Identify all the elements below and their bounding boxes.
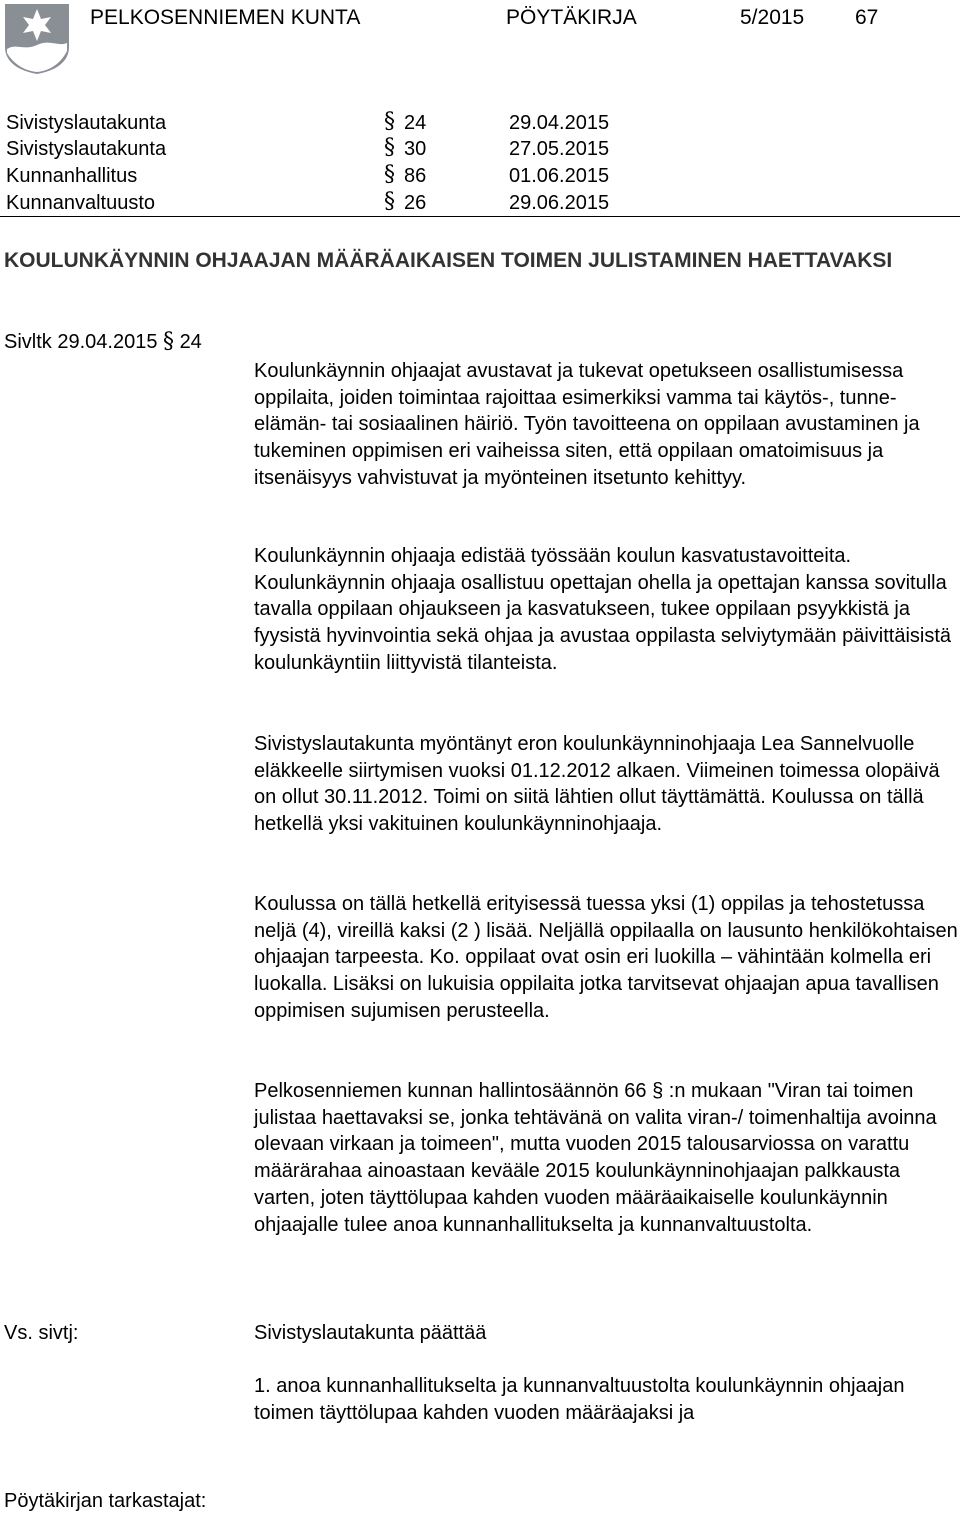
history-section: 30 bbox=[404, 138, 427, 160]
reference-section: 24 bbox=[179, 331, 202, 353]
history-section: 26 bbox=[404, 192, 427, 214]
history-date: 29.06.2015 bbox=[509, 192, 610, 214]
paragraph-4: Koulussa on tällä hetkellä erityisessä tuessa yksi (1) oppilas ja tehostetussa neljä (4), vireillä kaksi (2 ) lisää. Neljällä oppilaalla on lausunto henkilökohtaisen ohjaajan tarpeesta. Ko. oppilaat ovat osin eri luokilla – vähintään kolmella eri luokalla. Lisäksi on lukuisia oppilaita jotka tarvitsevat ohjaajan apua tavallisen oppimisen sujumisen perusteella. bbox=[254, 893, 958, 1022]
history-date: 29.04.2015 bbox=[509, 112, 610, 134]
history-date: 27.05.2015 bbox=[509, 138, 610, 160]
section-symbol: § bbox=[384, 109, 395, 134]
paragraph-3: Sivistyslautakunta myöntänyt eron koulunkäynninohjaaja Lea Sannelvuolle eläkkeelle siirtymisen vuoksi 01.12.2012 alkaen. Viimeinen toimessa olopäivä on ollut 30.11.2012. Toimi on siitä lähtien ollut täyttämättä. Koulussa on tällä hetkellä yksi vakituinen koulunkäynninohjaaja. bbox=[254, 733, 940, 836]
paragraph-1: Koulunkäynnin ohjaajat avustavat ja tukevat opetukseen osallistumisessa oppilaita, joiden toimintaa rajoittaa esimerkiksi vamma tai käytös-, tunne-elämän- tai sosiaalinen häiriö. Työn tavoitteena on oppilaan avustaminen ja tukeminen oppimisen eri vaiheissa siten, että oppilaan omatoimisuus ja itsenäisyys vahvistuvat ja myönteinen itsetunto kehittyy. bbox=[254, 360, 920, 489]
section-symbol: § bbox=[384, 189, 395, 214]
municipality-name: PELKOSENNIEMEN KUNTA bbox=[90, 6, 361, 29]
history-body: Sivistyslautakunta bbox=[6, 112, 167, 134]
page-number: 67 bbox=[855, 6, 879, 29]
municipal-crest-icon bbox=[4, 3, 70, 75]
section-symbol: § bbox=[163, 329, 174, 354]
history-body: Kunnanhallitus bbox=[6, 165, 138, 187]
reference-line bbox=[4, 329, 202, 355]
minutes-reviewers-label: Pöytäkirjan tarkastajat: bbox=[4, 1490, 207, 1512]
header-divider bbox=[0, 216, 960, 217]
history-section: 24 bbox=[404, 112, 427, 134]
section-symbol: § bbox=[384, 162, 395, 187]
paragraph-2: Koulunkäynnin ohjaaja edistää työssään koulun kasvatustavoitteita. Koulunkäynnin ohjaaja osallistuu opettajan ohella ja opettajan kanssa sovitulla tavalla oppilaan ohjaukseen ja kasvatukseen, tukee oppilaan psyykkistä ja fyysistä hyvinvointia sekä ohjaa ja avustaa oppilasta selviytymään päivittäisistä koulunkäyntiin liittyvistä tilanteista. bbox=[254, 545, 952, 674]
history-row bbox=[6, 136, 706, 162]
document-type: PÖYTÄKIRJA bbox=[506, 6, 637, 29]
history-row bbox=[6, 110, 706, 136]
section-symbol: § bbox=[384, 135, 395, 160]
history-body: Sivistyslautakunta bbox=[6, 138, 167, 160]
proposal-item-1: 1. anoa kunnanhallitukselta ja kunnanvaltuustolta koulunkäynnin ohjaajan toimen täyttölupaa kahden vuoden määräajaksi ja bbox=[254, 1375, 905, 1424]
history-body: Kunnanvaltuusto bbox=[6, 192, 156, 214]
history-row bbox=[6, 163, 706, 189]
history-date: 01.06.2015 bbox=[509, 165, 610, 187]
page-title: KOULUNKÄYNNIN OHJAAJAN MÄÄRÄAIKAISEN TOIMEN JULISTAMINEN HAETTAVAKSI bbox=[4, 249, 893, 272]
proposal-lead: Sivistyslautakunta päättää bbox=[254, 1322, 487, 1344]
issue-number: 5/2015 bbox=[740, 6, 805, 29]
paragraph-5: Pelkosenniemen kunnan hallintosäännön 66 § :n mukaan "Viran tai toimen julistaa haettavaksi se, jonka tehtävänä on valita viran-/ toimenhaltija avoinna olevaan virkaan ja toimeen", mutta vuoden 2015 talousarviossa on varattu määrärahaa ainoastaan kevääle 2015 koulunkäynninohjaajan palkkausta varten, joten täyttölupaa kahden vuoden määräaikaiselle koulunkäynnin ohjaajalle tulee anoa kunnanhallitukselta ja kunnanvaltuustolta. bbox=[254, 1080, 937, 1236]
proposal-label: Vs. sivtj: bbox=[4, 1322, 79, 1344]
reference-text: Sivltk 29.04.2015 bbox=[4, 331, 158, 353]
history-row bbox=[6, 190, 706, 216]
history-section: 86 bbox=[404, 165, 427, 187]
